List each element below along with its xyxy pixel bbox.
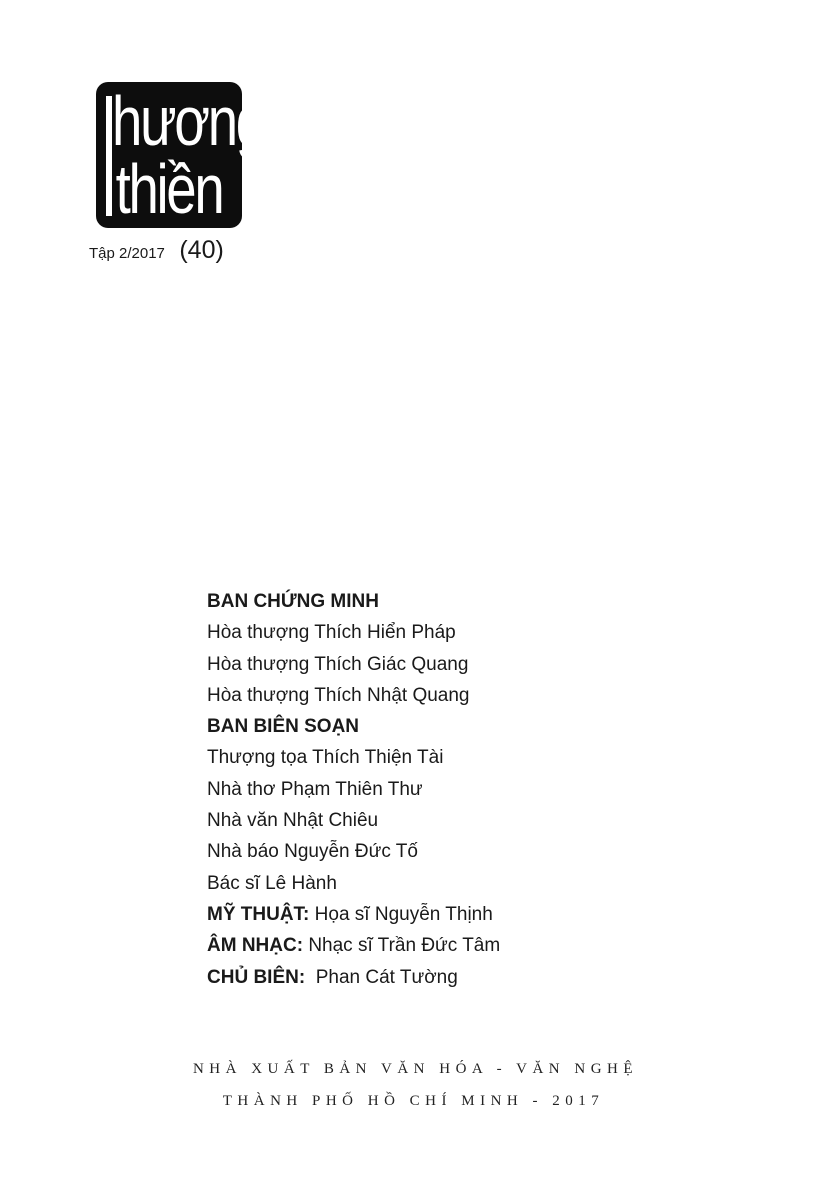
- am-nhac-role: ÂM NHẠC:: [207, 935, 304, 957]
- issue-date: Tập 2/2017: [89, 245, 165, 262]
- ban-chung-minh-heading: BAN CHỨNG MINH: [207, 591, 379, 612]
- ban-bien-soan-member: Nhà văn Nhật Chiêu: [207, 810, 379, 832]
- magazine-logo: [96, 82, 264, 228]
- city-year-line: THÀNH PHỐ HỒ CHÍ MINH - 2017: [222, 1093, 605, 1109]
- editorial-credits: [207, 586, 767, 993]
- my-thuat-role: MỸ THUẬT:: [207, 903, 310, 925]
- ban-bien-soan-member: Thượng tọa Thích Thiện Tài: [207, 747, 444, 769]
- publisher-line: NHÀ XUẤT BẢN VĂN HÓA - VĂN NGHỆ: [192, 1061, 639, 1077]
- chu-bien-credit: [207, 962, 767, 993]
- ban-bien-soan-member: Bác sĩ Lê Hành: [207, 872, 337, 894]
- ban-chung-minh-member: Hòa thượng Thích Hiển Pháp: [207, 622, 456, 644]
- ban-bien-soan-member: Nhà thơ Phạm Thiên Thư: [207, 778, 423, 800]
- ban-bien-soan-heading: BAN BIÊN SOẠN: [207, 716, 360, 738]
- logo-word-thien: thiền: [115, 150, 223, 228]
- am-nhac-person: Nhạc sĩ Trần Đức Tâm: [303, 935, 501, 957]
- ban-chung-minh-member: Hòa thượng Thích Nhật Quang: [207, 684, 470, 706]
- am-nhac-credit: [207, 930, 767, 961]
- my-thuat-person: Họa sĩ Nguyễn Thịnh: [309, 903, 493, 925]
- chu-bien-role: CHỦ BIÊN:: [207, 966, 306, 988]
- issue-info: [89, 236, 224, 265]
- logo-word-huong: hương: [112, 82, 264, 160]
- chu-bien-person: Phan Cát Tường: [305, 966, 458, 988]
- ban-chung-minh-member: Hòa thượng Thích Giác Quang: [207, 653, 469, 675]
- ban-bien-soan-member: Nhà báo Nguyễn Đức Tố: [207, 841, 418, 863]
- my-thuat-credit: [207, 899, 767, 930]
- issue-number: (40): [179, 236, 224, 264]
